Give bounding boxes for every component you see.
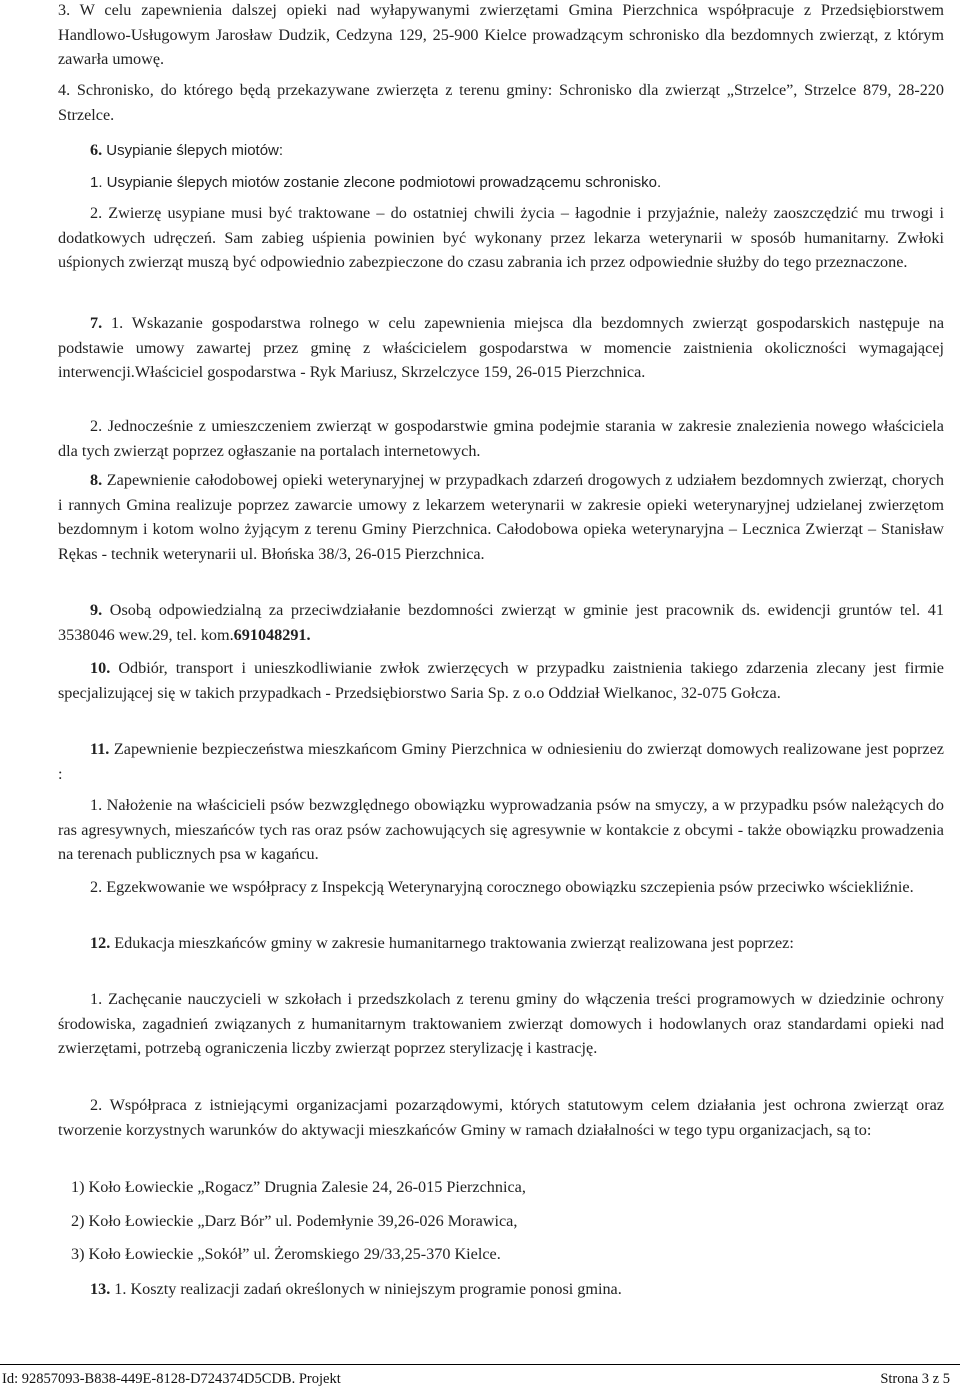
- section-11-item-2: 2. Egzekwowanie we współpracy z Inspekcją Weterynaryjną corocznego obowiązku szczepienia psów przeciwko wściekliźnie.: [90, 878, 914, 896]
- section-9-text: Osobą odpowiedzialną za przeciwdziałanie bezdomności zwierząt w gminie jest pracownik ds. ewidencji gruntów tel. 41 3538046 wew.29, tel. kom.: [58, 601, 944, 644]
- section-7-item-2: 2. Jednocześnie z umieszczeniem zwierząt w gospodarstwie gmina podejmie starania w zakresie znalezienia nowego właściciela dla tych zwierząt poprzez ogłaszanie na portalach internetowych.: [58, 417, 944, 460]
- section-13: [90, 1277, 622, 1302]
- footer-divider: [0, 1364, 960, 1365]
- footer-page-number: Strona 3 z 5: [880, 1371, 950, 1387]
- section-6-item-1-text: 1. Usypianie ślepych miotów zostanie zlecone podmiotowi prowadzącemu schronisko.: [90, 174, 662, 191]
- section-9-phone: 691048291.: [233, 625, 311, 644]
- section-12-text: Edukacja mieszkańców gminy w zakresie humanitarnego traktowania zwierząt realizowana jest poprzez:: [110, 934, 794, 952]
- section-11-text: Zapewnienie bezpieczeństwa mieszkańcom Gminy Pierzchnica w odniesieniu do zwierząt domowych realizowane jest poprzez :: [58, 740, 944, 783]
- section-6-number: 6.: [90, 141, 103, 159]
- section-11-item-1: 1. Nałożenie na właścicieli psów bezwzględnego obowiązku wyprowadzania psów na smyczy, a w przypadku psów należących do ras agresywnych, mieszańców tych ras oraz psów zachowujących się agresywnie w kontakcie z obcymi - także obowiązku prowadzenia na terenach publicznych psa w kagańcu.: [58, 796, 944, 864]
- organization-3: 3) Koło Łowieckie „Sokół” ul. Żeromskiego 29/33,25-370 Kielce.: [71, 1245, 501, 1263]
- organization-2: 2) Koło Łowieckie „Darz Bór” ul. Podemłynie 39,26-026 Morawica,: [71, 1212, 518, 1230]
- section-10-number: 10.: [90, 659, 111, 677]
- section-8-text: Zapewnienie całodobowej opieki weterynaryjnej w przypadkach zdarzeń drogowych z udziałem bezdomnych zwierząt, chorych i rannych Gmina realizuje poprzez zawarcie umowy z lekarzem weterynarii w zakresie opieki weterynaryjnej udzielanej zwierzętom bezdomnym i kotom wolno żyjącym z terenu Gminy Pierzchnica. Całodobowa opieka weterynaryjna – Lecznica Zwierząt – Stanisław Rękas - technik weterynarii ul. Błońska 38/3, 26-015 Pierzchnica.: [58, 471, 944, 563]
- section-12-item-2: 2. Współpraca z istniejącymi organizacjami pozarządowymi, których statutowym celem działania jest ochrona zwierząt oraz tworzenie korzystnych warunków do aktywacji mieszkańców Gminy w ramach działalności w tego typu organizacjach, są to:: [58, 1096, 944, 1139]
- section-13-number: 13.: [90, 1280, 111, 1298]
- section-6-heading: [90, 138, 283, 164]
- footer-document-id: Id: 92857093-B838-449E-8128-D724374D5CDB. Projekt: [2, 1371, 341, 1387]
- organization-1: 1) Koło Łowieckie „Rogacz” Drugnia Zalesie 24, 26-015 Pierzchnica,: [71, 1178, 526, 1196]
- section-9-number: 9.: [90, 601, 103, 619]
- section-7-item-1: [58, 311, 944, 385]
- section-6-item-1: [90, 170, 661, 196]
- section-8: [58, 468, 944, 566]
- section-10: [58, 656, 944, 705]
- section-9: [58, 598, 944, 647]
- section-6-title: Usypianie ślepych miotów:: [102, 142, 284, 159]
- section-12-item-1: 1. Zachęcanie nauczycieli w szkołach i przedszkolach z terenu gminy do włączenia treści programowych w dziedzinie ochrony środowiska, zagadnień związanych z humanitarnym traktowaniem zwierząt domowych i hodowlanych oraz standardami opieki nad zwierzętami, potrzebą ograniczenia liczby zwierząt poprzez sterylizację i kastrację.: [58, 990, 944, 1058]
- section-11: [58, 737, 944, 786]
- section-6-item-2: 2. Zwierzę usypiane musi być traktowane – do ostatniej chwili życia – łagodnie i przyjaźnie, należy zaoszczędzić mu trwogi i dodatkowych udręczeń. Sam zabieg uśpienia powinien być wykonany przez lekarza weterynarii w sposób humanitarny. Zwłoki uśpionych zwierząt muszą być odpowiednio zabezpieczone do czasu zabrania ich przez odpowiednie służby do tego przeznaczone.: [58, 204, 944, 272]
- paragraph-3-shelter-cooperation: 3. W celu zapewnienia dalszej opieki nad wyłapywanymi zwierzętami Gmina Pierzchnica współpracuje z Przedsiębiorstwem Handlowo-Usługowym Jarosław Dudzik, Cedzyna 129, 25-900 Kielce prowadzącym schronisko dla bezdomnych zwierząt, z którym zawarła umowę.: [58, 1, 944, 69]
- section-10-text: Odbiór, transport i unieszkodliwianie zwłok zwierzęcych w przypadku zaistnienia takiego zdarzenia zlecany jest firmie specjalizującej się w takich przypadkach - Przedsiębiorstwo Saria Sp. z o.o Oddział Wielkanoc, 32-075 Gołcza.: [58, 659, 944, 702]
- paragraph-4-shelter: 4. Schronisko, do którego będą przekazywane zwierzęta z terenu gminy: Schronisko dla zwierząt „Strzelce”, Strzelce 879, 28-220 Strzelce.: [58, 81, 944, 124]
- section-13-text: 1. Koszty realizacji zadań określonych w niniejszym programie ponosi gmina.: [110, 1280, 622, 1298]
- section-7-item-1-text: 1. Wskazanie gospodarstwa rolnego w celu zapewnienia miejsca dla bezdomnych zwierząt gospodarskich następuje na podstawie umowy zawartej przez gminę z właścicielem gospodarstwa w momencie zaistnienia okoliczności wymagającej interwencji.Właściciel gospodarstwa - Ryk Mariusz, Skrzelczyce 159, 26-015 Pierzchnica.: [58, 314, 944, 382]
- section-8-number: 8.: [90, 471, 103, 489]
- section-7-number: 7.: [90, 314, 103, 332]
- section-11-number: 11.: [90, 740, 110, 758]
- section-12: [58, 931, 944, 956]
- section-12-number: 12.: [90, 934, 111, 952]
